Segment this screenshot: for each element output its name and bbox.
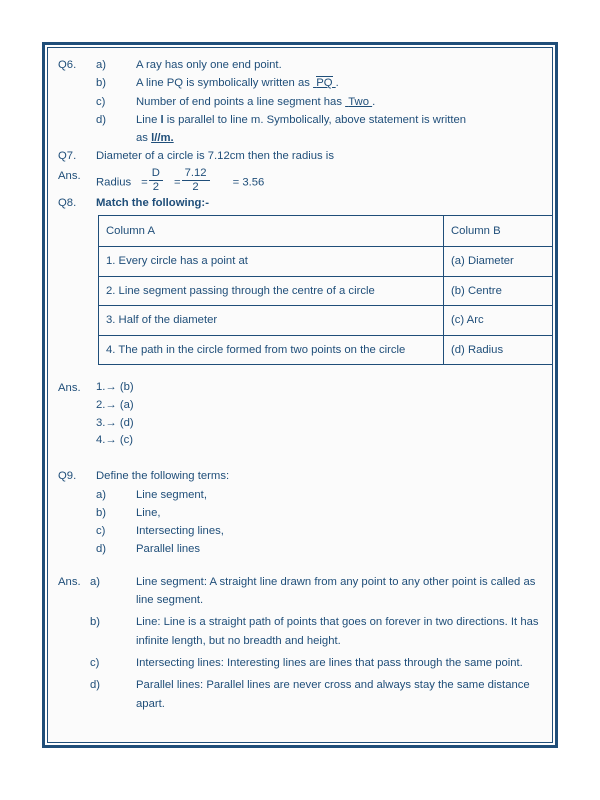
q9-answer-a-marker: a): [90, 575, 101, 588]
q7-fraction-1-denominator: 2: [152, 180, 160, 193]
question-block-q9: [58, 467, 542, 713]
question-q6-item-a: [58, 56, 542, 74]
q9-answer-d: [90, 676, 542, 713]
q7-equals-1: =: [141, 176, 148, 189]
q6-item-c-blank-answer: Two: [348, 95, 369, 108]
q9-item-b-text: Line,: [136, 506, 161, 519]
question-q9-prompt: [58, 467, 542, 485]
q6-item-d-line2-prefix: as: [136, 132, 152, 145]
section-spacer: [58, 450, 542, 467]
q6-item-d-text: [136, 111, 542, 148]
q9-answer-c-text: Intersecting lines: Interesting lines are lines that pass through the same point.: [136, 656, 523, 669]
q6-item-d-line1-a: Line: [136, 113, 161, 126]
q9-item-a-marker: a): [96, 488, 107, 501]
q6-item-b-suffix: .: [335, 77, 339, 90]
q7-fraction-2-numerator: 7.12: [182, 167, 210, 181]
q9-item-b-marker: b): [96, 506, 107, 519]
question-q6-item-c: [58, 93, 542, 111]
table-row: [99, 276, 554, 305]
question-q9-text: Define the following terms:: [96, 470, 230, 483]
question-q9-item-a: [96, 486, 542, 504]
q9-answer-c: [90, 654, 542, 672]
question-q7-label: Q7.: [58, 150, 77, 163]
match-row-4-item: 4. The path in the circle formed from two points on the circle: [99, 335, 444, 364]
table-row: [99, 247, 554, 276]
q7-fraction-2: [182, 167, 210, 194]
match-table-header-column-b: Column B: [444, 216, 554, 247]
question-block-q7: [58, 147, 542, 193]
question-block-q8: [58, 194, 542, 451]
match-table-header-column-a: Column A: [99, 216, 444, 247]
match-row-3-item: 3. Half of the diameter: [99, 306, 444, 335]
q6-item-a-text: A ray has only one end point.: [136, 59, 282, 71]
q7-answer-equation: [96, 167, 542, 194]
q9-item-d-marker: d): [96, 543, 107, 556]
q7-equals-3: =: [232, 176, 240, 189]
q9-answer-b-marker: b): [90, 616, 101, 629]
list-item: 1.→ (b): [96, 380, 134, 393]
question-q9-item-d: [96, 540, 542, 558]
q6-item-c-prefix: Number of end points a line segment has: [136, 95, 346, 108]
question-q8-prompt: [58, 194, 542, 212]
q9-item-d-text: Parallel lines: [136, 543, 201, 556]
q9-item-a-text: Line segment,: [136, 488, 207, 501]
question-q7-prompt: [58, 147, 542, 165]
q7-equals-2: =: [173, 176, 181, 189]
q9-answer-a-text: Line segment: A straight line drawn from any point to any other point is called as line segment.: [136, 575, 536, 607]
document-page-frame: [42, 42, 558, 748]
q7-answer-label: Ans.: [58, 169, 81, 182]
q9-answer-d-text: Parallel lines: Parallel lines are never cross and always stay the same distance apart.: [136, 679, 530, 710]
question-q7-answer: [58, 167, 542, 194]
match-table-wrapper: [98, 215, 536, 365]
q7-fraction-1-numerator: D: [149, 167, 163, 181]
q6-item-c-marker: c): [96, 95, 106, 108]
q8-answer-label: Ans.: [58, 381, 81, 394]
match-row-1-option: (a) Diameter: [444, 247, 554, 276]
match-table: [98, 215, 553, 365]
q7-answer-lead: Radius: [96, 176, 132, 189]
q9-answer-a: [58, 573, 542, 610]
q9-answer-label: Ans.: [58, 575, 81, 588]
answer-spacer: [58, 559, 542, 573]
question-q9-item-c: [96, 522, 542, 540]
question-q6-item-d: [58, 111, 542, 148]
question-q9-item-b: [96, 504, 542, 522]
question-q8-answers: [58, 379, 542, 450]
match-table-header-row: [99, 216, 554, 247]
document-page-content: [47, 47, 553, 743]
match-row-2-item: 2. Line segment passing through the centre of a circle: [99, 276, 444, 305]
question-q9-label: Q9.: [58, 470, 77, 483]
q7-fraction-2-denominator: 2: [192, 180, 199, 193]
q9-answer-d-marker: d): [90, 679, 101, 692]
question-q8-title: Match the following:-: [96, 196, 209, 209]
question-q8-label: Q8.: [58, 196, 77, 209]
match-row-2-option: (b) Centre: [444, 276, 554, 305]
q6-item-b-prefix: A line PQ is symbolically written as: [136, 77, 314, 90]
match-row-3-option: (c) Arc: [444, 306, 554, 335]
question-q6-item-b: [58, 74, 542, 92]
q7-fraction-1: [149, 167, 163, 194]
q8-answer-list: [96, 379, 134, 450]
list-item: 3.→ (d): [96, 416, 134, 429]
table-row: [99, 335, 554, 364]
q6-item-b-marker: b): [96, 77, 107, 90]
match-row-4-option: (d) Radius: [444, 335, 554, 364]
match-row-1-item: 1. Every circle has a point at: [99, 247, 444, 276]
question-block-q6: [58, 56, 542, 147]
q6-item-d-line1-b: is parallel to line m. Symbolically, above statement is written: [163, 113, 467, 126]
q9-answer-b-text: Line: Line is a straight path of points that goes on forever in two directions. It has infinite length, but no breadth and height.: [136, 616, 539, 647]
q9-item-c-text: Intersecting lines,: [136, 525, 224, 538]
q6-item-d-blank-answer: l//m.: [151, 132, 174, 145]
list-item: 2.→ (a): [96, 398, 134, 411]
q6-item-b-blank-answer: PQ: [316, 77, 333, 90]
question-q7-text: Diameter of a circle is 7.12cm then the radius is: [96, 150, 334, 163]
q6-item-d-line-name: l: [160, 113, 164, 126]
q9-answer-b: [90, 613, 542, 650]
table-row: [99, 306, 554, 335]
question-q6-label: Q6.: [58, 59, 77, 71]
q6-item-c-text: [136, 93, 542, 111]
q6-item-a-marker: a): [96, 59, 107, 71]
list-item: 4.→ (c): [96, 434, 134, 447]
q6-item-c-suffix: .: [372, 95, 376, 108]
q6-item-b-text: [136, 74, 542, 92]
q7-result: 3.56: [242, 176, 265, 189]
q9-item-c-marker: c): [96, 525, 106, 538]
q9-answer-c-marker: c): [90, 656, 100, 669]
q6-item-d-marker: d): [96, 113, 107, 126]
